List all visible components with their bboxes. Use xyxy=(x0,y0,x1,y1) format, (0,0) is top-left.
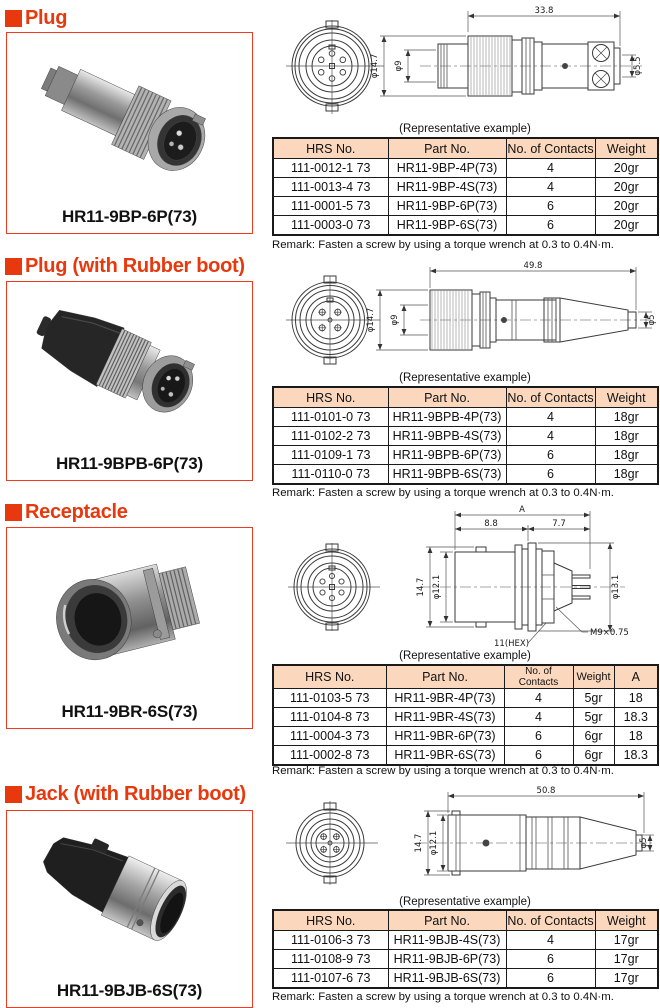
table-cell: HR11-9BJB-4S(73) xyxy=(388,931,506,950)
section-bullet-icon xyxy=(5,10,22,27)
table-row xyxy=(273,689,658,708)
table-cell: HR11-9BP-6S(73) xyxy=(388,216,506,236)
table-cell: 111-0013-4 73 xyxy=(273,178,388,197)
section-bullet-icon xyxy=(5,504,22,521)
column-header: Weight xyxy=(573,665,614,689)
dimension-label: φ14.7 xyxy=(366,307,376,333)
column-header: Weight xyxy=(595,387,658,408)
column-header: HRS No. xyxy=(273,910,388,931)
remark-note: Remark: Fasten a screw by using a torque wrench at 0.3 to 0.4N·m. xyxy=(272,239,614,251)
table-cell: 6 xyxy=(506,216,595,236)
table-cell: 18.3 xyxy=(614,708,658,727)
dimension-label: 7.7 xyxy=(552,519,566,529)
jack-boot-photo-caption: HR11-9BJB-6S(73) xyxy=(56,981,203,1000)
table-row xyxy=(273,408,658,427)
table-cell: 20gr xyxy=(595,216,658,236)
section-bullet-icon xyxy=(5,786,22,803)
section-title: Receptacle xyxy=(25,500,128,523)
dimension-label: φ12.1 xyxy=(429,830,439,856)
section-title: Plug xyxy=(25,6,68,29)
table-cell: 111-0110-0 73 xyxy=(273,465,388,485)
section-header-receptacle xyxy=(5,500,128,524)
remark-note: Remark: Fasten a screw by using a torque wrench at 0.3 to 0.4N·m. xyxy=(272,765,614,777)
table-cell: HR11-9BPB-4P(73) xyxy=(388,408,506,427)
representative-example-caption: (Representative example) xyxy=(399,650,531,662)
plug-technical-drawing xyxy=(280,2,658,122)
table-cell: 6 xyxy=(506,446,595,465)
table-cell: 4 xyxy=(504,708,573,727)
table-cell: 18gr xyxy=(595,427,658,446)
table-cell: 6 xyxy=(506,465,595,485)
table-cell: HR11-9BJB-6S(73) xyxy=(388,969,506,989)
table-row xyxy=(273,427,658,446)
table-cell: 18gr xyxy=(595,408,658,427)
representative-example-caption: (Representative example) xyxy=(399,372,531,384)
table-cell: 4 xyxy=(506,408,595,427)
representative-example-caption: (Representative example) xyxy=(399,896,531,908)
remark-note: Remark: Fasten a screw by using a torque wrench at 0.3 to 0.4N·m. xyxy=(272,487,614,499)
section-title: Plug (with Rubber boot) xyxy=(25,254,245,277)
table-cell: 111-0103-5 73 xyxy=(273,689,386,708)
receptacle-photo xyxy=(7,530,252,690)
remark-note: Remark: Fasten a screw by using a torque wrench at 0.3 to 0.4N·m. xyxy=(272,991,614,1003)
table-cell: HR11-9BR-6S(73) xyxy=(386,746,504,766)
table-cell: 111-0002-8 73 xyxy=(273,746,386,766)
dimension-label: φ12.1 xyxy=(432,574,442,600)
table-cell: 111-0107-6 73 xyxy=(273,969,388,989)
table-cell: 4 xyxy=(506,427,595,446)
table-row xyxy=(273,950,658,969)
table-cell: 111-0004-3 73 xyxy=(273,727,386,746)
section-bullet-icon xyxy=(5,258,22,275)
table-cell: HR11-9BR-4S(73) xyxy=(386,708,504,727)
column-header: HRS No. xyxy=(273,387,388,408)
table-cell: 4 xyxy=(506,159,595,178)
table-cell: 20gr xyxy=(595,178,658,197)
table-cell: 111-0001-5 73 xyxy=(273,197,388,216)
table-cell: 5gr xyxy=(573,708,614,727)
dimension-label: 11(HEX) xyxy=(494,639,530,649)
dimension-label: φ9 xyxy=(394,60,404,72)
table-row xyxy=(273,159,658,178)
dimension-label: 33.8 xyxy=(534,6,554,16)
table-cell: 18 xyxy=(614,689,658,708)
section-header-plug xyxy=(5,6,67,30)
column-header: No. of Contacts xyxy=(506,387,595,408)
jack-boot-spec-table xyxy=(272,909,659,989)
table-cell: 18.3 xyxy=(614,746,658,766)
receptacle-technical-drawing xyxy=(280,505,658,649)
column-header: Part No. xyxy=(386,665,504,689)
jack-boot-photo xyxy=(7,813,252,971)
plug-photo-caption: HR11-9BP-6P(73) xyxy=(62,207,197,226)
table-row xyxy=(273,197,658,216)
dimension-label: 50.8 xyxy=(536,786,556,796)
table-row xyxy=(273,746,658,766)
table-cell: 4 xyxy=(506,931,595,950)
dimension-label: 8.8 xyxy=(484,519,498,529)
receptacle-photo-box xyxy=(6,527,253,729)
table-cell: 17gr xyxy=(595,950,658,969)
dimension-label: 14.7 xyxy=(414,833,424,853)
plug-photo-box xyxy=(6,32,253,234)
dimension-label: φ5 xyxy=(639,837,649,849)
table-cell: 20gr xyxy=(595,197,658,216)
table-header-row xyxy=(273,387,658,408)
table-row xyxy=(273,465,658,485)
dimension-label: φ9 xyxy=(390,314,400,326)
column-header: HRS No. xyxy=(273,665,386,689)
dimension-label: A xyxy=(519,505,525,515)
table-cell: 111-0102-2 73 xyxy=(273,427,388,446)
table-header-row xyxy=(273,665,658,689)
receptacle-spec-table xyxy=(272,664,659,766)
column-header: No. of Contacts xyxy=(504,665,573,689)
table-row xyxy=(273,216,658,236)
table-cell: HR11-9BPB-4S(73) xyxy=(388,427,506,446)
table-row xyxy=(273,931,658,950)
column-header: A xyxy=(614,665,658,689)
table-cell: HR11-9BP-4P(73) xyxy=(388,159,506,178)
column-header: Weight xyxy=(595,910,658,931)
column-header: Part No. xyxy=(388,138,506,159)
plug-boot-photo-caption: HR11-9BPB-6P(73) xyxy=(55,454,204,473)
column-header: Part No. xyxy=(388,387,506,408)
table-cell: 6 xyxy=(506,197,595,216)
receptacle-photo-caption: HR11-9BR-6S(73) xyxy=(61,702,198,721)
column-header: HRS No. xyxy=(273,138,388,159)
table-cell: 5gr xyxy=(573,689,614,708)
table-cell: 6 xyxy=(504,746,573,766)
table-cell: HR11-9BR-6P(73) xyxy=(386,727,504,746)
table-cell: 17gr xyxy=(595,931,658,950)
plug-boot-photo-box xyxy=(6,281,253,481)
table-cell: 6 xyxy=(504,727,573,746)
table-cell: 111-0012-1 73 xyxy=(273,159,388,178)
table-header-row xyxy=(273,910,658,931)
table-cell: 6gr xyxy=(573,746,614,766)
table-cell: 6 xyxy=(506,950,595,969)
plug-boot-photo xyxy=(7,284,252,444)
plug-spec-table xyxy=(272,137,659,236)
plug-boot-technical-drawing xyxy=(280,258,658,371)
table-row xyxy=(273,969,658,989)
column-header: Part No. xyxy=(388,910,506,931)
dimension-label: φ14.7 xyxy=(370,53,380,79)
dimension-label: φ13.1 xyxy=(611,574,621,600)
section-header-plug-boot xyxy=(5,254,245,278)
table-row xyxy=(273,727,658,746)
table-cell: 6 xyxy=(506,969,595,989)
table-cell: HR11-9BP-4S(73) xyxy=(388,178,506,197)
jack-boot-photo-box xyxy=(6,810,253,1008)
table-cell: 18gr xyxy=(595,465,658,485)
dimension-label: 49.8 xyxy=(523,261,543,271)
table-cell: 111-0109-1 73 xyxy=(273,446,388,465)
table-cell: HR11-9BPB-6P(73) xyxy=(388,446,506,465)
column-header: Weight xyxy=(595,138,658,159)
table-cell: 4 xyxy=(504,689,573,708)
table-cell: 6gr xyxy=(573,727,614,746)
plug-boot-spec-table xyxy=(272,386,659,485)
table-cell: 18 xyxy=(614,727,658,746)
dimension-label: M9×0.75 xyxy=(590,628,629,638)
table-cell: 18gr xyxy=(595,446,658,465)
dimension-label: 14.7 xyxy=(416,577,426,597)
column-header: No. of Contacts xyxy=(506,910,595,931)
table-cell: HR11-9BP-6P(73) xyxy=(388,197,506,216)
table-cell: HR11-9BPB-6S(73) xyxy=(388,465,506,485)
table-cell: HR11-9BR-4P(73) xyxy=(386,689,504,708)
table-cell: HR11-9BJB-6P(73) xyxy=(388,950,506,969)
section-title: Jack (with Rubber boot) xyxy=(25,782,246,805)
dimension-label: φ5.5 xyxy=(633,56,643,76)
table-row xyxy=(273,178,658,197)
dimension-label: φ5 xyxy=(647,314,657,326)
table-cell: 111-0101-0 73 xyxy=(273,408,388,427)
table-cell: 4 xyxy=(506,178,595,197)
jack-boot-technical-drawing xyxy=(280,783,658,895)
plug-photo xyxy=(7,35,252,195)
table-header-row xyxy=(273,138,658,159)
table-row xyxy=(273,446,658,465)
table-cell: 20gr xyxy=(595,159,658,178)
section-header-jack-boot xyxy=(5,782,246,806)
column-header: No. of Contacts xyxy=(506,138,595,159)
table-cell: 111-0106-3 73 xyxy=(273,931,388,950)
table-cell: 111-0003-0 73 xyxy=(273,216,388,236)
table-cell: 111-0104-8 73 xyxy=(273,708,386,727)
table-cell: 17gr xyxy=(595,969,658,989)
table-row xyxy=(273,708,658,727)
table-cell: 111-0108-9 73 xyxy=(273,950,388,969)
representative-example-caption: (Representative example) xyxy=(399,123,531,135)
